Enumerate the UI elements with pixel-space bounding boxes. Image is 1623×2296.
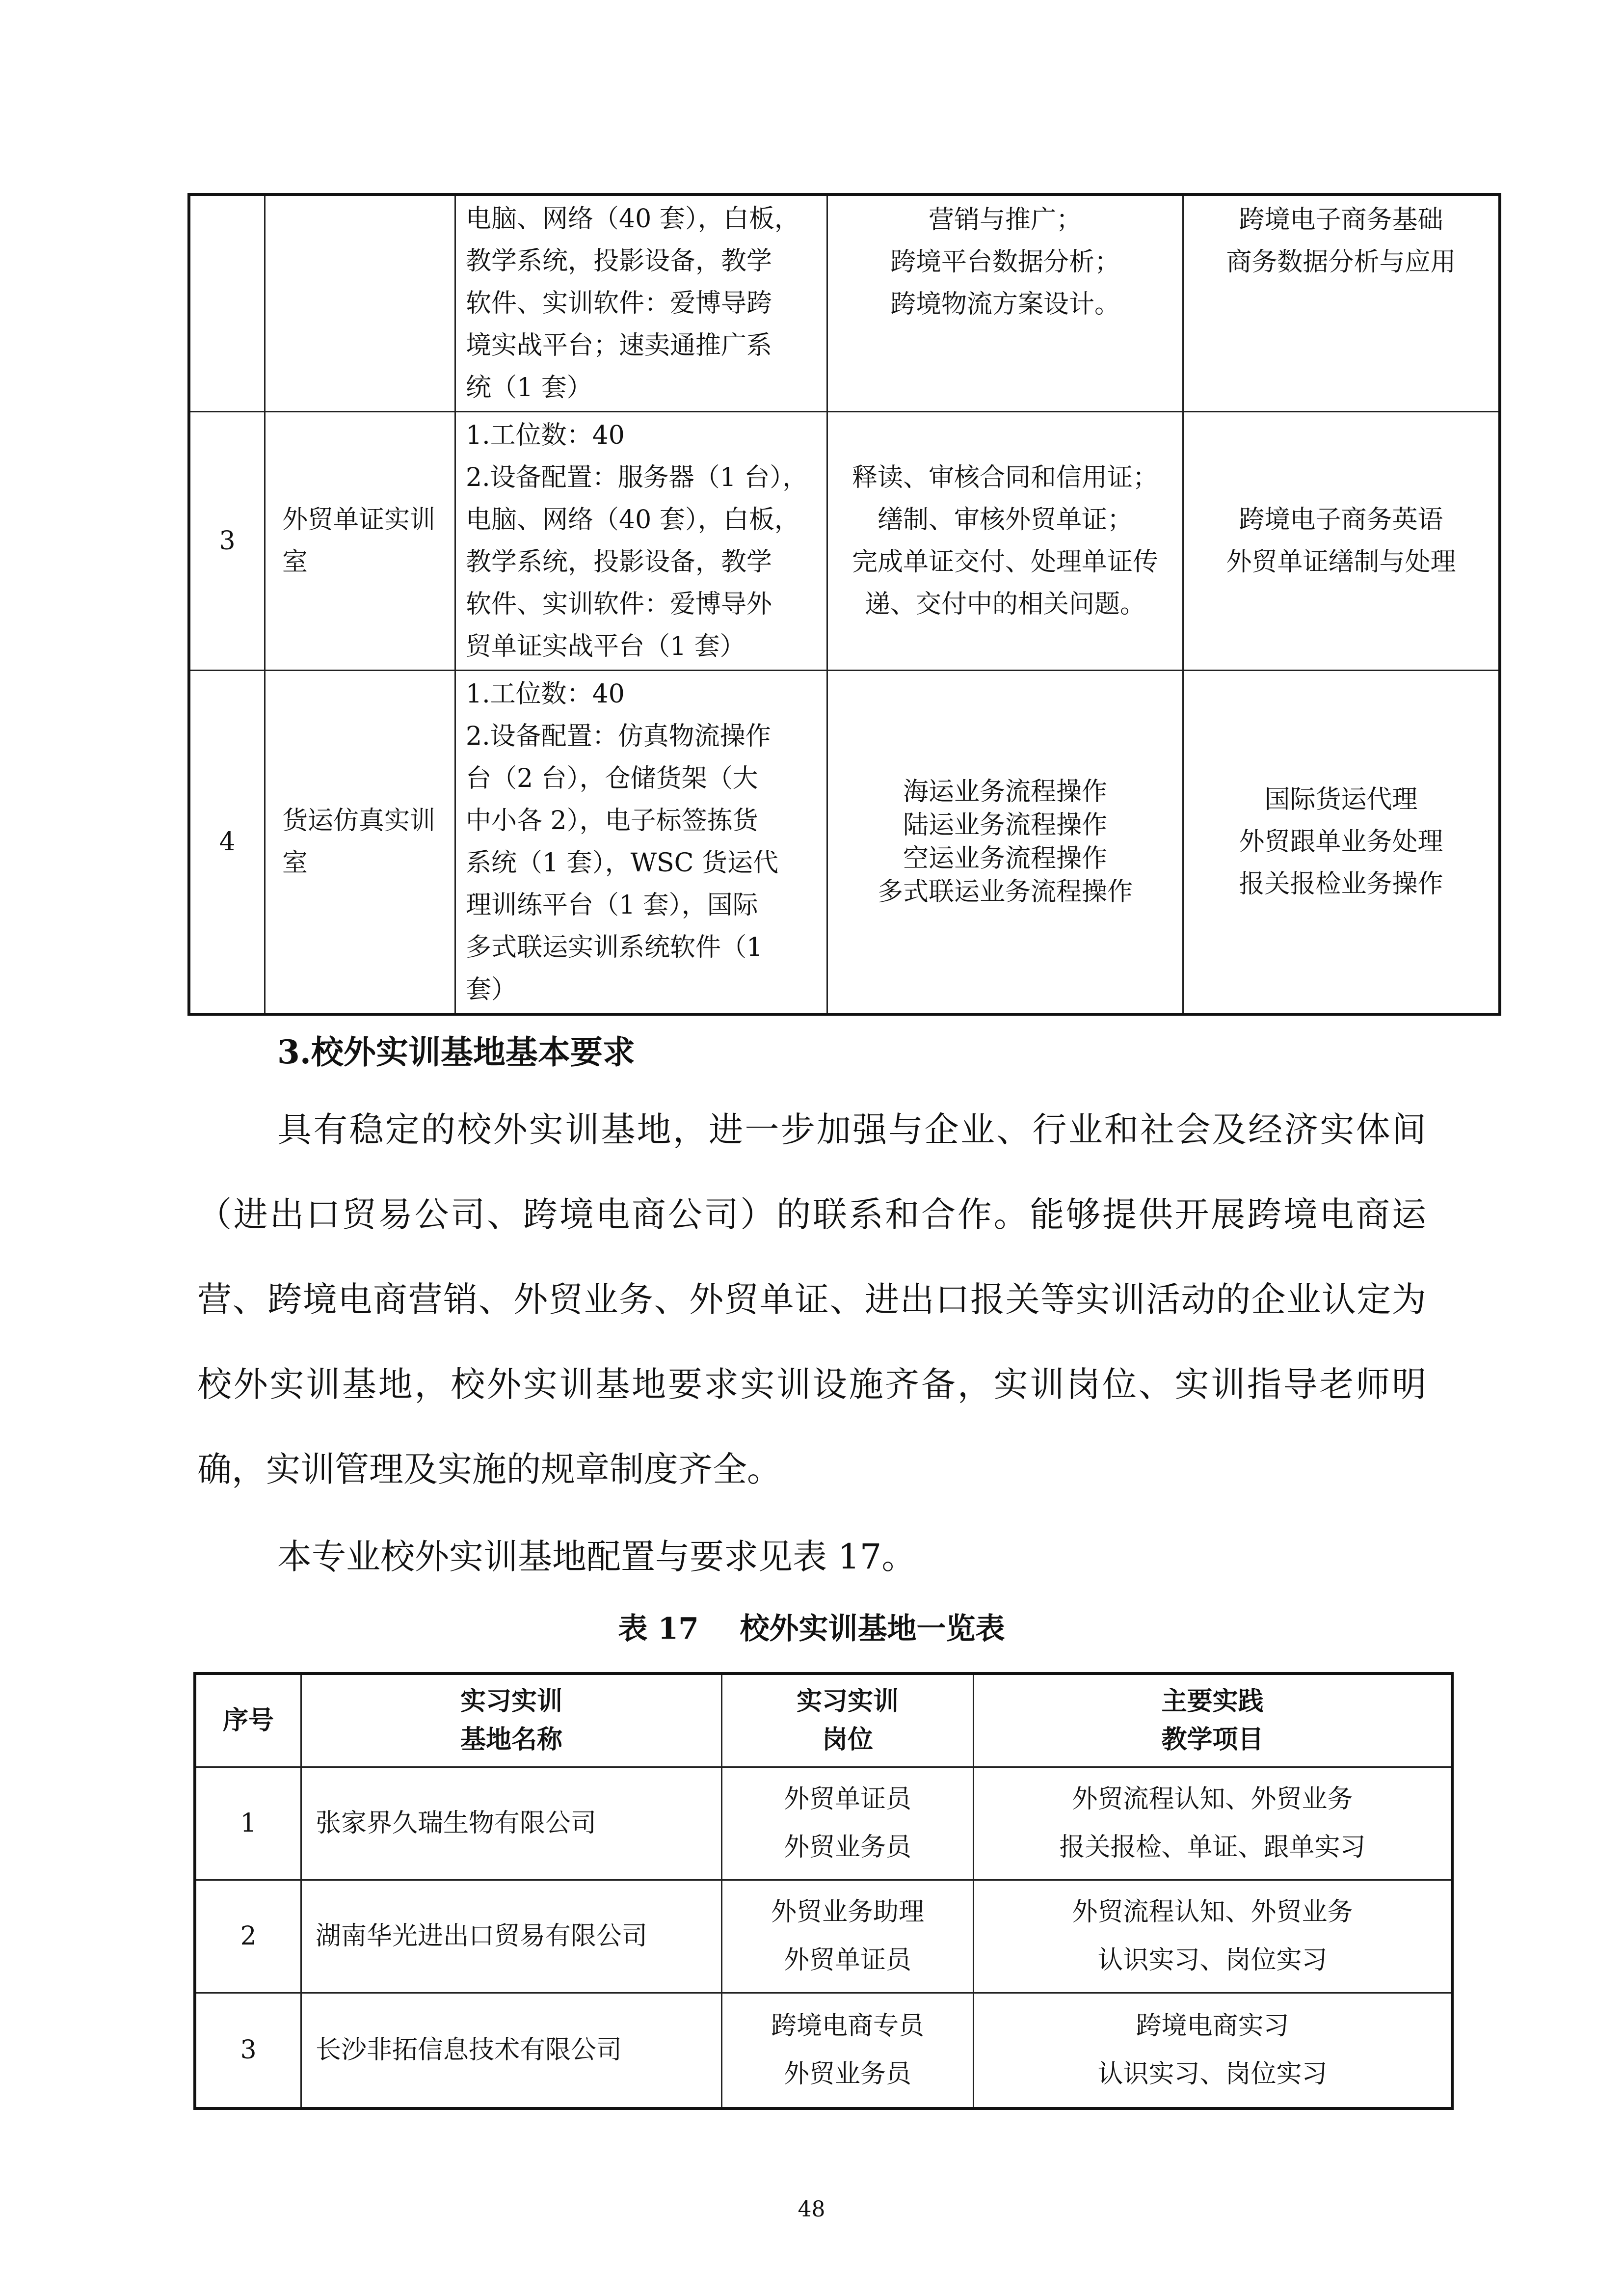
table-header-row [195, 1674, 1452, 1767]
room-name [265, 194, 455, 412]
header-project: 主要实践 教学项目 [974, 1674, 1453, 1767]
header-post: 实习实训 岗位 [722, 1674, 974, 1767]
room-name: 货运仿真实训室 [265, 671, 455, 1015]
room-name: 外贸单证实训室 [265, 412, 455, 671]
row-number: 3 [195, 1993, 301, 2108]
projects-cell: 外贸流程认知、外贸业务 认识实习、岗位实习 [974, 1880, 1453, 1993]
table-row [189, 671, 1500, 1015]
courses-cell: 跨境电子商务基础 商务数据分析与应用 [1183, 194, 1500, 412]
table-row [189, 412, 1500, 671]
equipment-cell: 1.工位数：40 2.设备配置：服务器（1 台）， 电脑、网络（40 套），白板， 教学系统，投影设备，教学 软件、实训软件：爱博导外 贸单证实战平台（1 套） [455, 412, 827, 671]
equipment-cell: 1.工位数：40 2.设备配置：仿真物流操作 台（2 台），仓储货架（大 中小各 2），电子标签拣货 系统（1 套），WSC 货运代 理训练平台（1 套），国际 多式联运实训系统软件（1 套） [455, 671, 827, 1015]
table-row [195, 1880, 1452, 1993]
posts-cell: 外贸单证员 外贸业务员 [722, 1767, 974, 1880]
section-heading: 3.校外实训基地基本要求 [277, 1033, 635, 1071]
table-row [195, 1767, 1452, 1880]
training-room-table [187, 193, 1501, 1016]
table-row [189, 194, 1500, 412]
header-num: 序号 [195, 1674, 301, 1767]
header-name: 实习实训 基地名称 [301, 1674, 722, 1767]
posts-cell: 跨境电商专员 外贸业务员 [722, 1993, 974, 2108]
training-projects-cell: 释读、审核合同和信用证； 缮制、审核外贸单证； 完成单证交付、处理单证传 递、交付中的相关问题。 [827, 412, 1183, 671]
base-name: 长沙非拓信息技术有限公司 [301, 1993, 722, 2108]
row-number: 2 [195, 1880, 301, 1993]
base-name: 湖南华光进出口贸易有限公司 [301, 1880, 722, 1993]
row-number: 1 [195, 1767, 301, 1880]
row-number: 3 [189, 412, 265, 671]
row-number: 4 [189, 671, 265, 1015]
base-name: 张家界久瑞生物有限公司 [301, 1767, 722, 1880]
off-campus-base-table [193, 1672, 1454, 2110]
row-number [189, 194, 265, 412]
posts-cell: 外贸业务助理 外贸单证员 [722, 1880, 974, 1993]
training-projects-cell: 海运业务流程操作 陆运业务流程操作 空运业务流程操作 多式联运业务流程操作 [827, 671, 1183, 1015]
courses-cell: 国际货运代理 外贸跟单业务处理 报关报检业务操作 [1183, 671, 1500, 1015]
courses-cell: 跨境电子商务英语 外贸单证缮制与处理 [1183, 412, 1500, 671]
equipment-cell: 电脑、网络（40 套），白板， 教学系统，投影设备，教学 软件、实训软件：爱博导跨 境实战平台；速卖通推广系 统（1 套） [455, 194, 827, 412]
projects-cell: 外贸流程认知、外贸业务 报关报检、单证、跟单实习 [974, 1767, 1453, 1880]
body-paragraph: 具有稳定的校外实训基地，进一步加强与企业、行业和社会及经济实体间（进出口贸易公司、跨境电商公司）的联系和合作。能够提供开展跨境电商运营、跨境电商营销、外贸业务、外贸单证、进出口报关等实训活动的企业认定为校外实训基地，校外实训基地要求实训设施齐备，实训岗位、实训指导老师明确，实训管理及实施的规章制度齐全。 [197, 1109, 1426, 1489]
body-paragraph: 本专业校外实训基地配置与要求见表 17。 [277, 1537, 916, 1577]
table-row [195, 1993, 1452, 2108]
projects-cell: 跨境电商实习 认识实习、岗位实习 [974, 1993, 1453, 2108]
table-caption: 表 17 校外实训基地一览表 [618, 1612, 1005, 1646]
training-projects-cell: 营销与推广； 跨境平台数据分析； 跨境物流方案设计。 [827, 194, 1183, 412]
page-number: 48 [798, 2197, 825, 2222]
